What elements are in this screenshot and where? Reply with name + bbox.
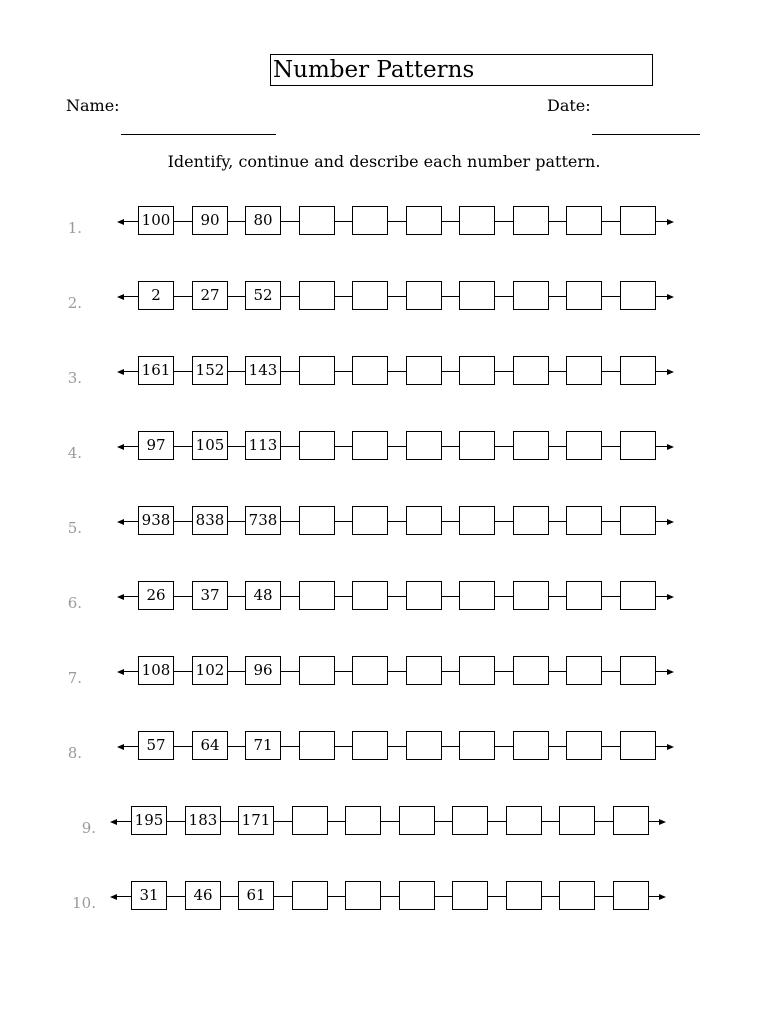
answer-box[interactable]: [620, 206, 656, 235]
answer-box[interactable]: [352, 281, 388, 310]
arrow-right-icon: [667, 594, 674, 600]
answer-box[interactable]: [459, 356, 495, 385]
given-value-box: 90: [192, 206, 228, 235]
answer-box[interactable]: [452, 881, 488, 910]
given-value-box: 105: [192, 431, 228, 460]
arrow-left-icon: [117, 444, 124, 450]
problem-number: 10.: [72, 894, 96, 912]
answer-box[interactable]: [406, 356, 442, 385]
answer-box[interactable]: [459, 506, 495, 535]
given-value-box: 71: [245, 731, 281, 760]
problem-row: [0, 736, 768, 786]
instructions: Identify, continue and describe each number pattern.: [167, 152, 601, 171]
given-value-box: 64: [192, 731, 228, 760]
answer-box[interactable]: [620, 731, 656, 760]
answer-box[interactable]: [299, 356, 335, 385]
answer-box[interactable]: [352, 206, 388, 235]
answer-box[interactable]: [406, 581, 442, 610]
answer-box[interactable]: [513, 656, 549, 685]
given-value-box: 2: [138, 281, 174, 310]
answer-box[interactable]: [513, 731, 549, 760]
answer-box[interactable]: [459, 206, 495, 235]
answer-box[interactable]: [513, 431, 549, 460]
given-value-box: 738: [245, 506, 281, 535]
arrow-left-icon: [117, 219, 124, 225]
arrow-left-icon: [117, 669, 124, 675]
problem-number: 1.: [67, 219, 82, 237]
answer-box[interactable]: [459, 656, 495, 685]
given-value-box: 108: [138, 656, 174, 685]
answer-box[interactable]: [613, 806, 649, 835]
answer-box[interactable]: [566, 656, 602, 685]
answer-box[interactable]: [299, 731, 335, 760]
arrow-left-icon: [110, 894, 117, 900]
answer-box[interactable]: [620, 581, 656, 610]
answer-box[interactable]: [506, 806, 542, 835]
problem-number: 2.: [67, 294, 82, 312]
arrow-right-icon: [667, 744, 674, 750]
given-value-box: 183: [185, 806, 221, 835]
problem-row: [0, 436, 768, 486]
arrow-right-icon: [659, 819, 666, 825]
arrow-right-icon: [667, 444, 674, 450]
answer-box[interactable]: [513, 506, 549, 535]
given-value-box: 195: [131, 806, 167, 835]
answer-box[interactable]: [559, 806, 595, 835]
date-label: Date:: [547, 96, 591, 115]
answer-box[interactable]: [620, 356, 656, 385]
arrow-right-icon: [667, 669, 674, 675]
given-value-box: 113: [245, 431, 281, 460]
given-value-box: 152: [192, 356, 228, 385]
given-value-box: 52: [245, 281, 281, 310]
arrow-right-icon: [659, 894, 666, 900]
name-label: Name:: [66, 96, 120, 115]
problem-row: [0, 286, 768, 336]
worksheet-title: Number Patterns: [270, 54, 653, 86]
answer-box[interactable]: [506, 881, 542, 910]
arrow-right-icon: [667, 519, 674, 525]
answer-box[interactable]: [299, 206, 335, 235]
answer-box[interactable]: [406, 281, 442, 310]
answer-box[interactable]: [452, 806, 488, 835]
answer-box[interactable]: [406, 431, 442, 460]
answer-box[interactable]: [299, 506, 335, 535]
answer-box[interactable]: [345, 806, 381, 835]
answer-box[interactable]: [459, 281, 495, 310]
answer-box[interactable]: [399, 806, 435, 835]
answer-box[interactable]: [513, 281, 549, 310]
problem-row: [0, 811, 768, 861]
problem-row: [0, 886, 768, 936]
answer-box[interactable]: [559, 881, 595, 910]
problem-number: 5.: [67, 519, 82, 537]
answer-box[interactable]: [406, 506, 442, 535]
answer-box[interactable]: [459, 431, 495, 460]
given-value-box: 143: [245, 356, 281, 385]
given-value-box: 100: [138, 206, 174, 235]
name-line[interactable]: [121, 134, 276, 135]
answer-box[interactable]: [352, 356, 388, 385]
given-value-box: 938: [138, 506, 174, 535]
arrow-left-icon: [117, 744, 124, 750]
answer-box[interactable]: [459, 731, 495, 760]
arrow-right-icon: [667, 219, 674, 225]
answer-box[interactable]: [399, 881, 435, 910]
problem-number: 4.: [67, 444, 82, 462]
arrow-left-icon: [117, 519, 124, 525]
answer-box[interactable]: [299, 581, 335, 610]
answer-box[interactable]: [352, 731, 388, 760]
answer-box[interactable]: [352, 656, 388, 685]
problem-number: 6.: [67, 594, 82, 612]
problem-number: 8.: [67, 744, 82, 762]
given-value-box: 838: [192, 506, 228, 535]
answer-box[interactable]: [459, 581, 495, 610]
answer-box[interactable]: [299, 431, 335, 460]
given-value-box: 31: [131, 881, 167, 910]
arrow-right-icon: [667, 369, 674, 375]
given-value-box: 80: [245, 206, 281, 235]
answer-box[interactable]: [566, 431, 602, 460]
answer-box[interactable]: [620, 431, 656, 460]
given-value-box: 26: [138, 581, 174, 610]
answer-box[interactable]: [406, 656, 442, 685]
answer-box[interactable]: [566, 356, 602, 385]
problem-row: [0, 661, 768, 711]
answer-box[interactable]: [299, 281, 335, 310]
answer-box[interactable]: [292, 806, 328, 835]
answer-box[interactable]: [513, 356, 549, 385]
given-value-box: 57: [138, 731, 174, 760]
given-value-box: 161: [138, 356, 174, 385]
answer-box[interactable]: [613, 881, 649, 910]
answer-box[interactable]: [566, 731, 602, 760]
problem-row: [0, 511, 768, 561]
answer-box[interactable]: [620, 506, 656, 535]
problem-number: 3.: [67, 369, 82, 387]
answer-box[interactable]: [299, 656, 335, 685]
given-value-box: 37: [192, 581, 228, 610]
answer-box[interactable]: [566, 581, 602, 610]
answer-box[interactable]: [620, 656, 656, 685]
arrow-left-icon: [117, 294, 124, 300]
answer-box[interactable]: [620, 281, 656, 310]
answer-box[interactable]: [406, 206, 442, 235]
date-line[interactable]: [592, 134, 700, 135]
given-value-box: 96: [245, 656, 281, 685]
answer-box[interactable]: [513, 581, 549, 610]
arrow-right-icon: [667, 294, 674, 300]
answer-box[interactable]: [352, 581, 388, 610]
answer-box[interactable]: [345, 881, 381, 910]
given-value-box: 48: [245, 581, 281, 610]
problem-row: [0, 211, 768, 261]
given-value-box: 46: [185, 881, 221, 910]
arrow-left-icon: [117, 369, 124, 375]
given-value-box: 171: [238, 806, 274, 835]
answer-box[interactable]: [513, 206, 549, 235]
problem-number: 7.: [67, 669, 82, 687]
given-value-box: 61: [238, 881, 274, 910]
given-value-box: 97: [138, 431, 174, 460]
answer-box[interactable]: [566, 206, 602, 235]
arrow-left-icon: [110, 819, 117, 825]
problem-row: [0, 361, 768, 411]
answer-box[interactable]: [352, 506, 388, 535]
problem-row: [0, 586, 768, 636]
given-value-box: 102: [192, 656, 228, 685]
answer-box[interactable]: [406, 731, 442, 760]
answer-box[interactable]: [292, 881, 328, 910]
answer-box[interactable]: [566, 506, 602, 535]
problem-number: 9.: [81, 819, 96, 837]
answer-box[interactable]: [352, 431, 388, 460]
answer-box[interactable]: [566, 281, 602, 310]
arrow-left-icon: [117, 594, 124, 600]
given-value-box: 27: [192, 281, 228, 310]
